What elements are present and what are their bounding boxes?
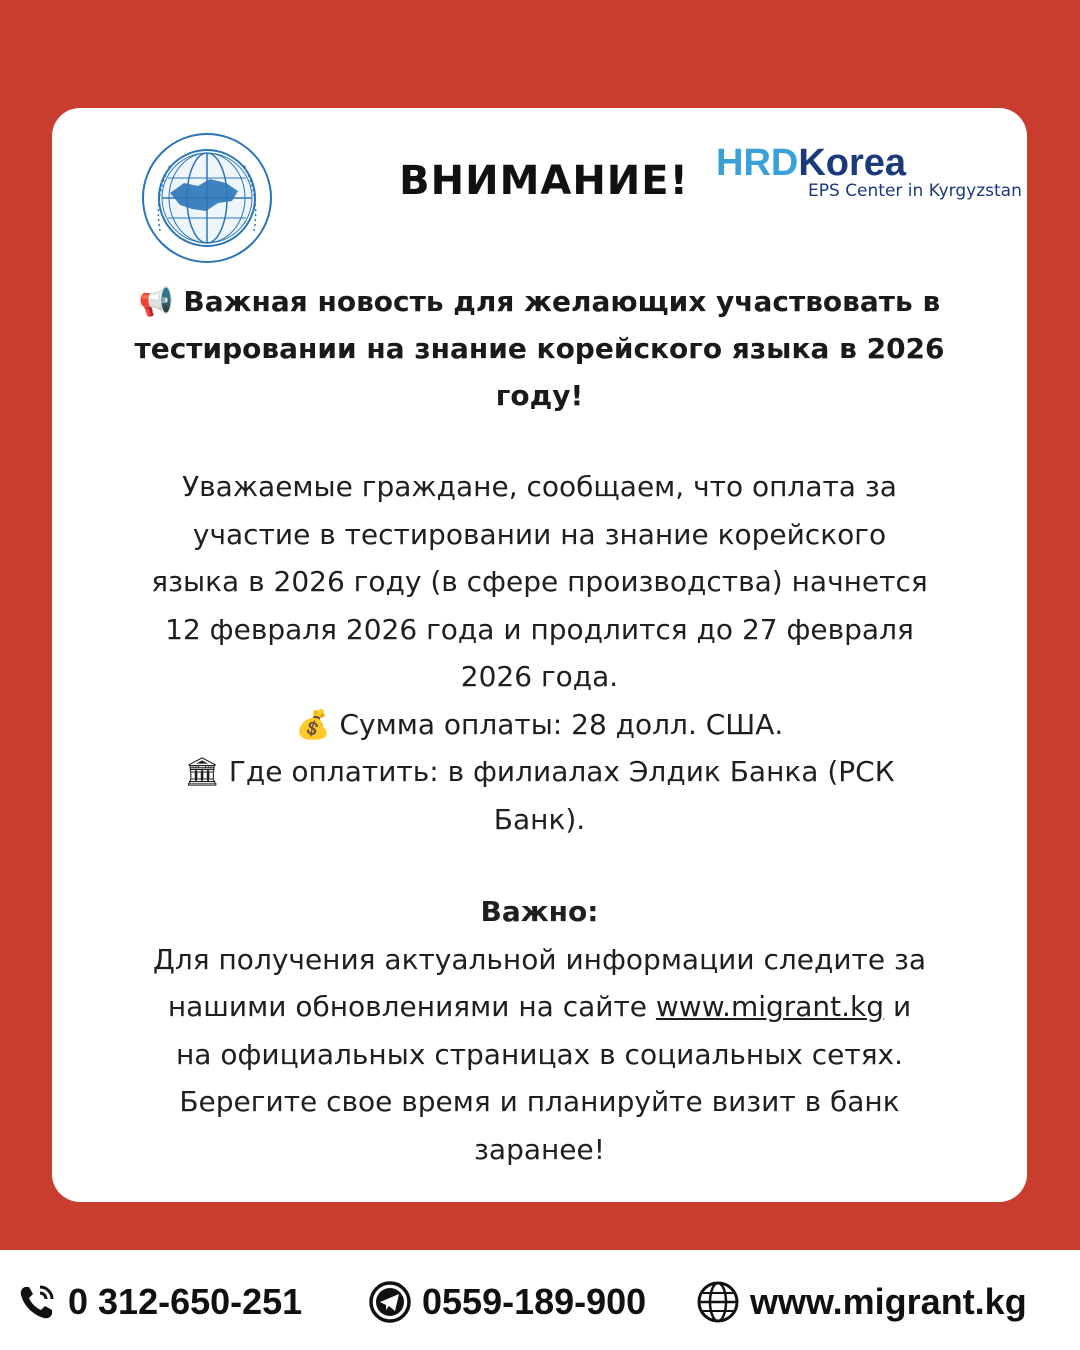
website-contact[interactable]: www.migrant.kg [696, 1280, 1027, 1324]
payment-amount: 💰 Сумма оплаты: 28 долл. США. [52, 701, 1027, 749]
website-link[interactable]: www.migrant.kg [655, 990, 885, 1023]
phone-icon [16, 1281, 58, 1323]
telegram-icon [368, 1280, 412, 1324]
megaphone-icon: 📢 [138, 285, 174, 318]
agency-seal-logo [140, 131, 274, 265]
body-line: 2026 года. [460, 660, 619, 693]
hrd-korea-logo [716, 142, 1022, 213]
globe-icon [696, 1280, 740, 1324]
headline-line-3: году! [495, 379, 584, 412]
important-line: заранее! [474, 1132, 605, 1166]
payment-location: 🏛 Где оплатить: в филиалах Элдик Банка (РСК [52, 748, 1027, 796]
money-bag-icon: 💰 [295, 707, 331, 741]
page-title: ВНИМАНИЕ! [399, 158, 689, 204]
body-line: Уважаемые граждане, сообщаем, что оплата за [182, 470, 897, 503]
important-section [52, 888, 1027, 1173]
hrd-korea-subtitle: EPS Center in Kyrgyzstan [808, 181, 1022, 201]
important-label: Важно: [480, 895, 599, 928]
payment-location-cont: Банк). [493, 802, 586, 836]
headline-line-1: Важная новость для желающих участвовать в [183, 285, 941, 318]
important-line: Берегите свое время и планируйте визит в банк [179, 1085, 900, 1118]
headline-line-2: тестировании на знание корейского языка в 2026 [134, 332, 945, 365]
headline [52, 278, 1027, 419]
important-line: Для получения актуальной информации следите за [152, 942, 927, 976]
hrd-korea-wordmark: HRDKorea [716, 142, 907, 184]
announcement-body [52, 463, 1027, 843]
bank-icon: 🏛 [184, 755, 220, 788]
body-line: участие в тестировании на знание корейского [192, 517, 887, 551]
phone-contact[interactable]: 0 312-650-251 [16, 1280, 302, 1324]
notice-card [52, 108, 1027, 1202]
important-line: нашими обновлениями на сайте www.migrant.kg и [167, 990, 912, 1023]
body-line: 12 февраля 2026 года и продлится до 27 февраля [165, 612, 914, 646]
body-line: языка в 2026 году (в сфере производства) начнется [151, 565, 928, 598]
important-line: на официальных страницах в социальных сетях. [175, 1037, 904, 1071]
telegram-contact[interactable]: 0559-189-900 [368, 1280, 646, 1324]
contact-footer [0, 1250, 1080, 1350]
